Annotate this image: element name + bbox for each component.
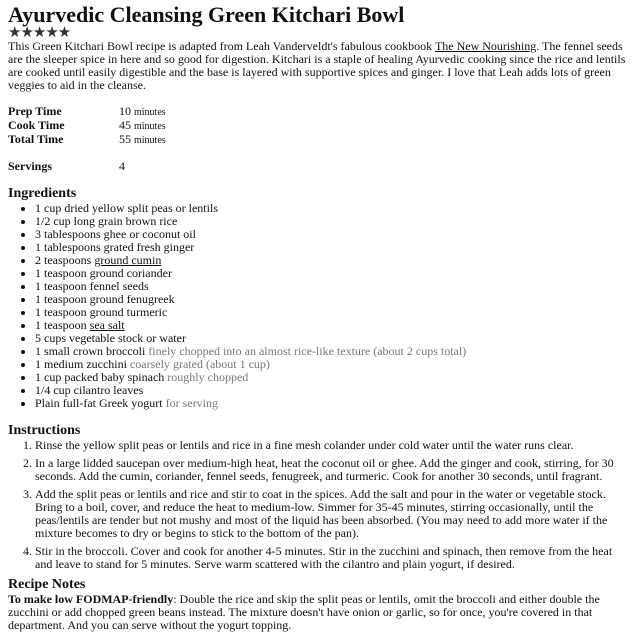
ingredient-item: • 1 teaspoon ground turmeric xyxy=(35,306,627,319)
recipe-intro xyxy=(8,40,627,92)
instruction-step: 4. Stir in the broccoli. Cover and cook for another 4-5 minutes. Stir in the zucchini and spinach, then remove from the heat and leave to stand for 5 minutes. Serve warm scattered with the cilantro and plain yogurt, if desired. xyxy=(35,545,627,571)
instruction-step: 3. Add the split peas or lentils and rice and stir to coat in the spices. Add the salt and pour in the water or vegetable stock. Bring to a boil, cover, and reduce the heat to medium-low. Simmer for 35-45 minutes, stirring occasionally, until the peas/lentils are tender but not mushy and most of the liquid has been absorbed. (You may need to add more water if the mixture becomes to dry or begins to stick to the bottom of the pan). xyxy=(35,488,627,540)
rating-stars-icon[interactable]: ★★★★★ xyxy=(8,25,71,41)
ingredient-item: • 1 cup dried yellow split peas or lentils xyxy=(35,202,627,215)
instruction-step: 2. In a large lidded saucepan over medium-high heat, heat the coconut oil or ghee. Add the ginger and cook, stirring, for 30 seconds. Add the cumin, coriander, fennel seeds, fenugreek, and turmeric. Cook for another 30 seconds, until fragrant. xyxy=(35,457,627,483)
ingredient-item: • 1 teaspoon ground coriander xyxy=(35,267,627,280)
intro-text-end: . The fennel seeds are the sleeper spice in here and so good for digestion. Kitchari is a staple of healing Ayurvedic cooking since the rice and lentils are cooked until easily digestible and the base is layered with supportive spices and ginger. I love that Leah adds lots of green veggies to aid in the cleanse. xyxy=(8,39,626,92)
ingredient-item: • 1 teaspoon sea salt xyxy=(35,319,627,332)
servings xyxy=(8,160,627,173)
ingredient-note: coarsely grated (about 1 cup) xyxy=(129,357,270,371)
ingredient-note: roughly chopped xyxy=(167,370,249,384)
ingredient-item: • Plain full-fat Greek yogurt for serving xyxy=(35,397,627,410)
prep-time-value: 10 minutes xyxy=(119,104,166,118)
servings-value: 4 xyxy=(119,159,125,173)
cook-time-value: 45 minutes xyxy=(119,118,166,132)
ingredient-item: • 2 teaspoons ground cumin xyxy=(35,254,627,267)
recipe-times xyxy=(8,105,627,147)
ingredient-item: • 5 cups vegetable stock or water xyxy=(35,332,627,345)
ingredient-item: • 1 teaspoon fennel seeds xyxy=(35,280,627,293)
cook-time-label: Cook Time xyxy=(8,118,65,132)
ingredient-item: • 1 teaspoon ground fenugreek xyxy=(35,293,627,306)
recipe-title: Ayurvedic Cleansing Green Kitchari Bowl xyxy=(8,2,405,27)
ingredient-item: • 1 tablespoons grated fresh ginger xyxy=(35,241,627,254)
ingredient-item: • 1/4 cup cilantro leaves xyxy=(35,384,627,397)
ingredient-link[interactable]: ground cumin xyxy=(94,253,162,267)
ingredient-item: • 1/2 cup long grain brown rice xyxy=(35,215,627,228)
ingredient-item: • 1 small crown broccoli finely chopped into an almost rice-like texture (about 2 cups total) xyxy=(35,345,627,358)
recipe-notes: To make low FODMAP-friendly: Double the rice and skip the split peas or lentils, omit the broccoli and either double the zucchini or add chopped green beans instead. The mixture doesn't have onion or garlic, so for once, you're covered in that department. And you can serve without the yogurt topping. xyxy=(8,592,600,632)
prep-time-label: Prep Time xyxy=(8,104,62,118)
total-time-label: Total Time xyxy=(8,132,64,146)
instructions-list xyxy=(8,439,627,571)
ingredient-item: • 1 cup packed baby spinach roughly chopped xyxy=(35,371,627,384)
ingredient-note: finely chopped into an almost rice-like texture (about 2 cups total) xyxy=(148,344,467,358)
ingredient-item: • 3 tablespoons ghee or coconut oil xyxy=(35,228,627,241)
cookbook-link[interactable]: The New Nourishing xyxy=(434,39,537,53)
ingredients-list xyxy=(8,202,627,410)
ingredient-link[interactable]: sea salt xyxy=(89,318,125,332)
recipe-notes-heading: Recipe Notes xyxy=(8,577,86,592)
ingredient-item: • 1 medium zucchini coarsely grated (about 1 cup) xyxy=(35,358,627,371)
total-time-value: 55 minutes xyxy=(119,132,166,146)
ingredient-note: for serving xyxy=(165,396,218,410)
servings-label: Servings xyxy=(8,159,53,173)
instructions-heading: Instructions xyxy=(8,423,81,438)
instruction-step: 1. Rinse the yellow split peas or lentils and rice in a fine mesh colander under cold water until the water runs clear. xyxy=(35,439,627,452)
intro-text: This Green Kitchari Bowl recipe is adapted from Leah Vanderveldt's fabulous cookbook xyxy=(8,39,435,53)
ingredients-heading: Ingredients xyxy=(8,186,77,201)
